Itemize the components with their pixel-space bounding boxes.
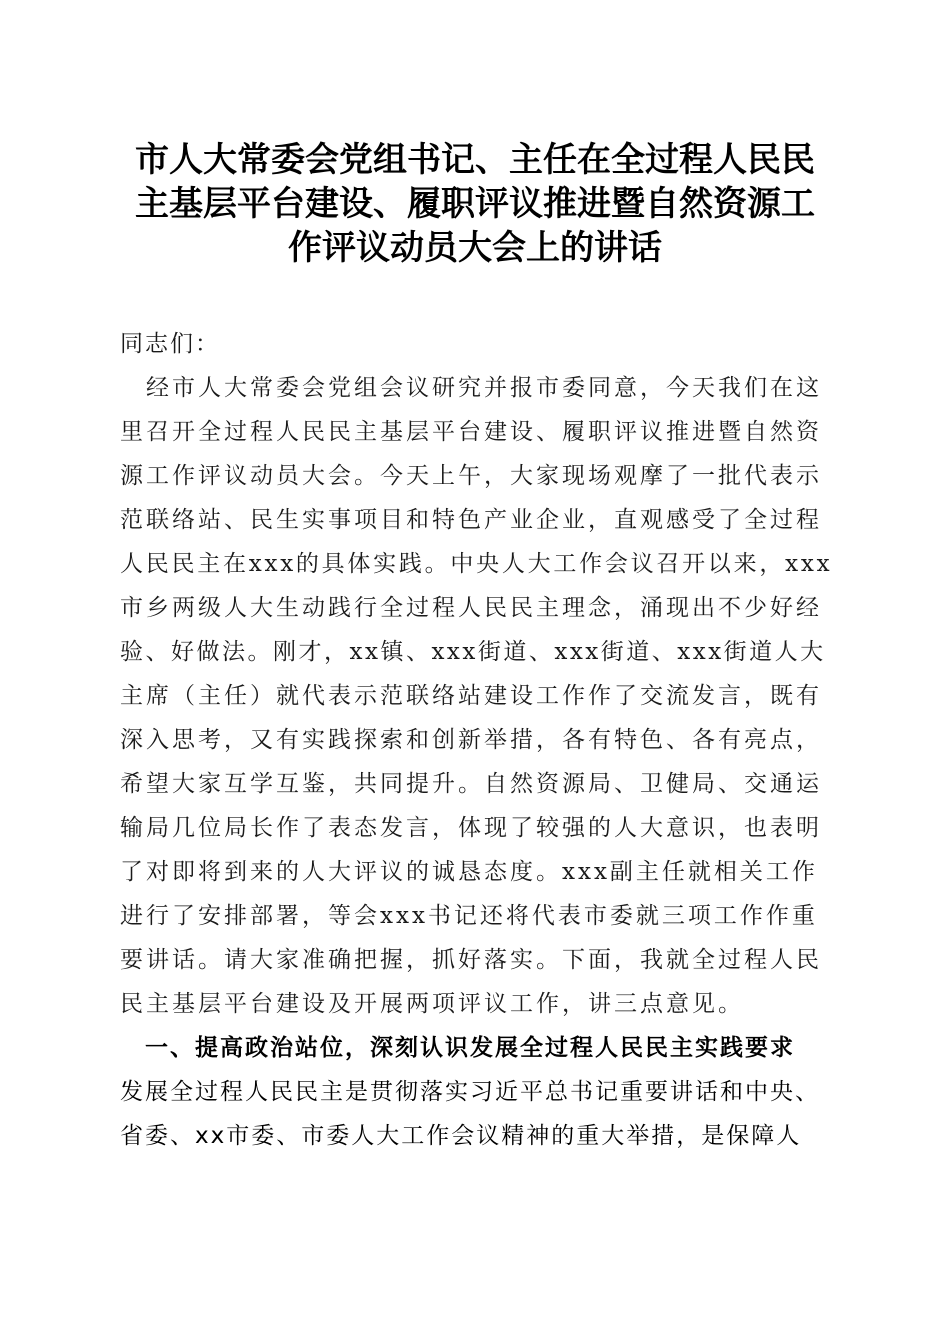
title-line-3: 作评议动员大会上的讲话 bbox=[288, 228, 662, 268]
salutation: 同志们： bbox=[120, 331, 220, 357]
title-line-1: 市人大常委会党组书记、主任在全过程人民民 bbox=[135, 140, 815, 180]
paragraph-1-line: 验、好做法。刚才，xx镇、xxx街道、xxx街道、xxx街道人大 bbox=[120, 639, 826, 665]
section-1-line: 省委、xx市委、市委人大工作会议精神的重大举措，是保障人 bbox=[120, 1123, 802, 1149]
paragraph-1-line: 市乡两级人大生动践行全过程人民民主理念，涌现出不少好经 bbox=[120, 595, 822, 621]
paragraph-1-line: 主席（主任）就代表示范联络站建设工作作了交流发言，既有 bbox=[120, 683, 822, 709]
paragraph-1-line: 希望大家互学互鉴，共同提升。自然资源局、卫健局、交通运 bbox=[120, 771, 822, 797]
section-1-heading: 一、提高政治站位，深刻认识发展全过程人民民主实践要求 bbox=[120, 1035, 795, 1061]
paragraph-1-line: 了对即将到来的人大评议的诚恳态度。xxx副主任就相关工作 bbox=[120, 859, 818, 885]
paragraph-1-line: 民主基层平台建设及开展两项评议工作，讲三点意见。 bbox=[120, 991, 744, 1017]
paragraph-1-line: 要讲话。请大家准确把握，抓好落实。下面，我就全过程人民 bbox=[120, 947, 822, 973]
paragraph-1-line: 深入思考，又有实践探索和创新举措，各有特色、各有亮点， bbox=[120, 727, 822, 753]
document-title bbox=[118, 138, 832, 270]
title-line-2: 主基层平台建设、履职评议推进暨自然资源工 bbox=[135, 184, 815, 224]
section-1-line: 发展全过程人民民主是贯彻落实习近平总书记重要讲话和中央、 bbox=[120, 1079, 820, 1105]
paragraph-1-line: 人民民主在xxx的具体实践。中央人大工作会议召开以来，xxx bbox=[120, 551, 833, 577]
paragraph-1-line: 输局几位局长作了表态发言，体现了较强的人大意识，也表明 bbox=[120, 815, 822, 841]
paragraph-1-line: 源工作评议动员大会。今天上午，大家现场观摩了一批代表示 bbox=[120, 463, 822, 489]
paragraph-1-line: 范联络站、民生实事项目和特色产业企业，直观感受了全过程 bbox=[120, 507, 822, 533]
document-body bbox=[120, 322, 832, 1158]
paragraph-1-line: 进行了安排部署，等会xxx书记还将代表市委就三项工作作重 bbox=[120, 903, 818, 929]
paragraph-1-line: 里召开全过程人民民主基层平台建设、履职评议推进暨自然资 bbox=[120, 419, 822, 445]
paragraph-1-line: 经市人大常委会党组会议研究并报市委同意，今天我们在这 bbox=[120, 375, 822, 401]
